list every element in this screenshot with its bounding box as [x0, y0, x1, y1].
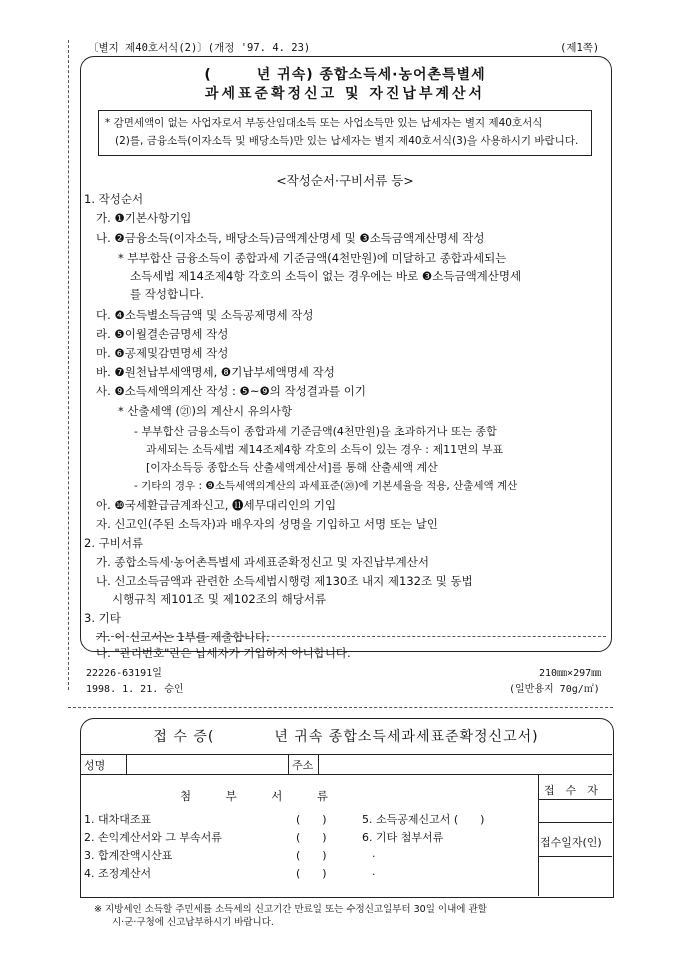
left-cut-line	[68, 40, 69, 690]
notice-line1: * 감면세액이 없는 사업자로서 부동산임대소득 또는 사업소득만 있는 납세자는 별지 제40호서식	[105, 117, 543, 129]
rule	[318, 754, 319, 774]
rule	[80, 774, 612, 775]
instruction-line: 바. ❼원천납부세액명세, ❽기납부세액명세 작성	[96, 365, 335, 379]
instruction-line: 시행규칙 제101조 및 제102조의 해당서류	[112, 592, 327, 606]
approval-date: 1998. 1. 21. 승인	[86, 684, 184, 695]
rule	[80, 754, 612, 755]
rule	[538, 856, 612, 857]
rule	[538, 799, 612, 800]
rule	[288, 754, 289, 774]
attachments-header: 첨 부 서 류	[180, 789, 328, 803]
instruction-line: 소득세법 제14조제4항 각호의 소득이 없는 경우에는 바로 ❸소득금액계산명세	[130, 269, 522, 283]
instruction-line: 2. 구비서류	[84, 536, 144, 550]
cut-line-horizontal	[68, 707, 613, 708]
name-label: 성명	[84, 759, 106, 772]
instruction-line: [이자소득등 종합소득 산출세액계산서]를 통해 산출세액 계산	[146, 461, 438, 474]
attachment-count: ( )	[296, 831, 327, 844]
attachment-item: 3. 합계잔액시산표	[84, 849, 173, 862]
attachment-item: 2. 손익계산서와 그 부속서류	[84, 831, 222, 844]
instruction-line: * 부부합산 금융소득이 종합과세 기준금액(4천만원)에 미달하고 종합과세되는	[118, 251, 507, 265]
paper-type: (일반용지 70g/㎡)	[509, 684, 600, 695]
instruction-line: 자. 신고인(주된 소득자)과 배우자의 성명을 기입하고 서명 또는 날인	[96, 517, 438, 531]
instruction-line: - 부부합산 금융소득이 종합과세 기준금액(4천만원)을 초과하거나 또는 종합	[134, 425, 497, 438]
receipt-note-line1: ※ 지방세인 소득할 주민세를 소득세의 신고기간 만료일 또는 수정신고일부터 30일 이내에 관할	[94, 904, 487, 915]
rule	[126, 754, 127, 774]
instruction-line: 라. ❺이월결손금명세 작성	[96, 327, 229, 341]
attachment-count: ( )	[296, 849, 327, 862]
receiver-label: 접 수 자	[544, 784, 598, 797]
receipt-note-line2: 시·군·구청에 신고납부하시기 바랍니다.	[112, 917, 274, 928]
instruction-line: - 기타의 경우 : ❾소득세액의계산의 과세표준(⑳)에 기본세율을 적용, 산출세액 계산	[134, 480, 518, 492]
attachment-item: 4. 조정계산서	[84, 867, 152, 880]
form-title-line2: 과세표준확정신고 및 자진납부계산서	[204, 86, 486, 102]
receipt-date-label: 접수일자(인)	[540, 836, 602, 849]
rule	[538, 774, 539, 896]
dashed-rule	[96, 636, 606, 637]
receipt-title: 접 수 증( 년 귀속 종합소득세과세표준확정신고서)	[153, 729, 539, 745]
instruction-line: 나. 신고소득금액과 관련한 소득세법시행령 제130조 내지 제132조 및 동법	[96, 574, 473, 588]
instruction-line: 1. 작성순서	[84, 192, 144, 206]
form-title-line1: ( 년 귀속) 종합소득세·농어촌특별세	[204, 67, 486, 83]
form-id: 〔별지 제40호서식(2)〕(개정 '97. 4. 23)	[88, 42, 311, 54]
attachment-count: ( )	[296, 867, 327, 880]
instruction-line: 나. "관리번호"란은 납세자가 기입하지 아니합니다.	[96, 646, 351, 660]
paper-size: 210㎜×297㎜	[539, 668, 602, 679]
attachment-item: 6. 기타 첨부서류	[362, 831, 444, 844]
attachment-item: .	[372, 847, 376, 860]
form-code: 22226-63191일	[86, 668, 162, 679]
instruction-line: 아. ❿국세환급금계좌신고, ⓫세무대리인의 기입	[96, 498, 337, 512]
attachment-item: .	[372, 865, 376, 878]
instruction-line: * 산출세액 (㉑)의 계산시 유의사항	[118, 404, 293, 418]
instruction-line: 다. ❹소득별소득금액 및 소득공제명세 작성	[96, 308, 314, 322]
instructions-heading: <작성순서·구비서류 등>	[276, 173, 414, 188]
instruction-line: 과세되는 소득세법 제14조제4항 각호의 소득이 있는 경우 : 제11면의 부표	[146, 443, 504, 456]
instruction-line: 3. 기타	[84, 611, 121, 625]
attachment-item: 1. 대차대조표	[84, 813, 152, 826]
attachment-item: 5. 소득공제신고서 ( )	[362, 813, 485, 826]
address-label: 주소	[292, 759, 314, 772]
attachment-count: ( )	[296, 813, 327, 826]
instruction-line: 를 작성합니다.	[130, 287, 204, 301]
instruction-line: 마. ❻공제및감면명세 작성	[96, 346, 229, 360]
instruction-line: 나. ❷금융소득(이자소득, 배당소득)금액계산명세 및 ❸소득금액계산명세 작성	[96, 231, 485, 245]
instruction-line: 가. ❶기본사항기입	[96, 211, 192, 225]
rule	[538, 822, 612, 823]
notice-line2: (2)를, 금융소득(이자소득 및 배당소득)만 있는 납세자는 별지 제40호서식(3)을 사용하시기 바랍니다.	[115, 135, 579, 147]
instruction-line: 사. ❾소득세액의계산 작성 : ❺~❾의 작성결과를 이기	[96, 384, 366, 398]
notice-box	[98, 110, 592, 156]
page-label: (제1쪽)	[560, 42, 600, 54]
instruction-line: 가. 이 신고서는 1부를 제출합니다.	[96, 630, 270, 644]
instruction-line: 가. 종합소득세·농어촌특별세 과세표준확정신고 및 자진납부계산서	[96, 555, 429, 569]
